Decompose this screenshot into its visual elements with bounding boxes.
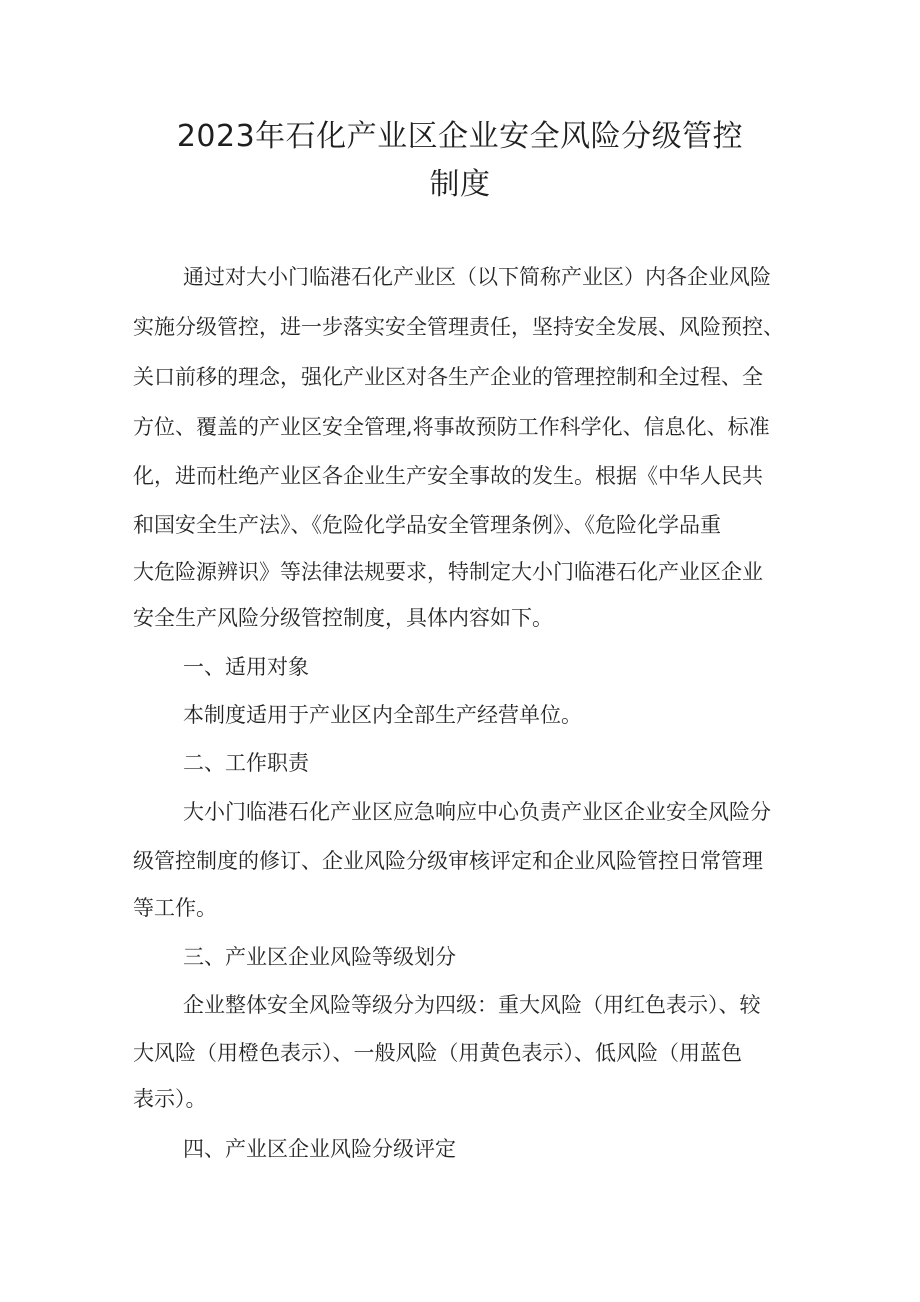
section-1-paragraph-line: 本制度适用于产业区内全部生产经营单位。 — [183, 703, 582, 727]
section-3-paragraph-line: 表示）。 — [133, 1087, 207, 1111]
intro-paragraph-line: 方位、覆盖的产业区安全管理,将事故预防工作科学化、信息化、标准 — [133, 415, 770, 439]
section-heading-3: 三、产业区企业风险等级划分 — [183, 945, 456, 969]
section-heading-4: 四、产业区企业风险分级评定 — [183, 1137, 456, 1161]
section-2-paragraph-line: 大小门临港石化产业区应急响应中心负责产业区企业安全风险分 — [183, 800, 771, 824]
section-3-paragraph-line: 企业整体安全风险等级分为四级：重大风险（用红色表示）、较 — [183, 993, 761, 1017]
section-2-paragraph-line: 级管控制度的修订、企业风险分级审核评定和企业风险管控日常管理 — [133, 849, 763, 873]
document-title-line-1: 2023年石化产业区企业安全风险分级管控 — [176, 119, 744, 154]
section-3-paragraph-line: 大风险（用橙色表示）、一般风险（用黄色表示）、低风险（用蓝色 — [133, 1041, 742, 1065]
intro-paragraph-line: 实施分级管控，进一步落实安全管理责任，坚持安全发展、风险预控、 — [133, 315, 784, 339]
intro-paragraph-line: 安全生产风险分级管控制度，具体内容如下。 — [133, 606, 553, 630]
intro-paragraph-line: 化，进而杜绝产业区各企业生产安全事故的发生。根据《中华人民共 — [133, 464, 763, 488]
section-heading-2: 二、工作职责 — [183, 751, 309, 775]
intro-paragraph-line: 和国安全生产法》、《危险化学品安全管理条例》、《危险化学品重 — [133, 513, 721, 537]
intro-paragraph-line: 大危险源辨识》等法律法规要求，特制定大小门临港石化产业区企业 — [133, 560, 763, 584]
intro-paragraph-line: 通过对大小门临港石化产业区（以下简称产业区）内各企业风险 — [183, 265, 771, 289]
section-2-paragraph-line: 等工作。 — [133, 896, 217, 920]
document-title-line-2: 制度 — [429, 167, 491, 202]
intro-paragraph-line: 关口前移的理念，强化产业区对各生产企业的管理控制和全过程、全 — [133, 365, 763, 389]
section-heading-1: 一、适用对象 — [183, 655, 309, 679]
